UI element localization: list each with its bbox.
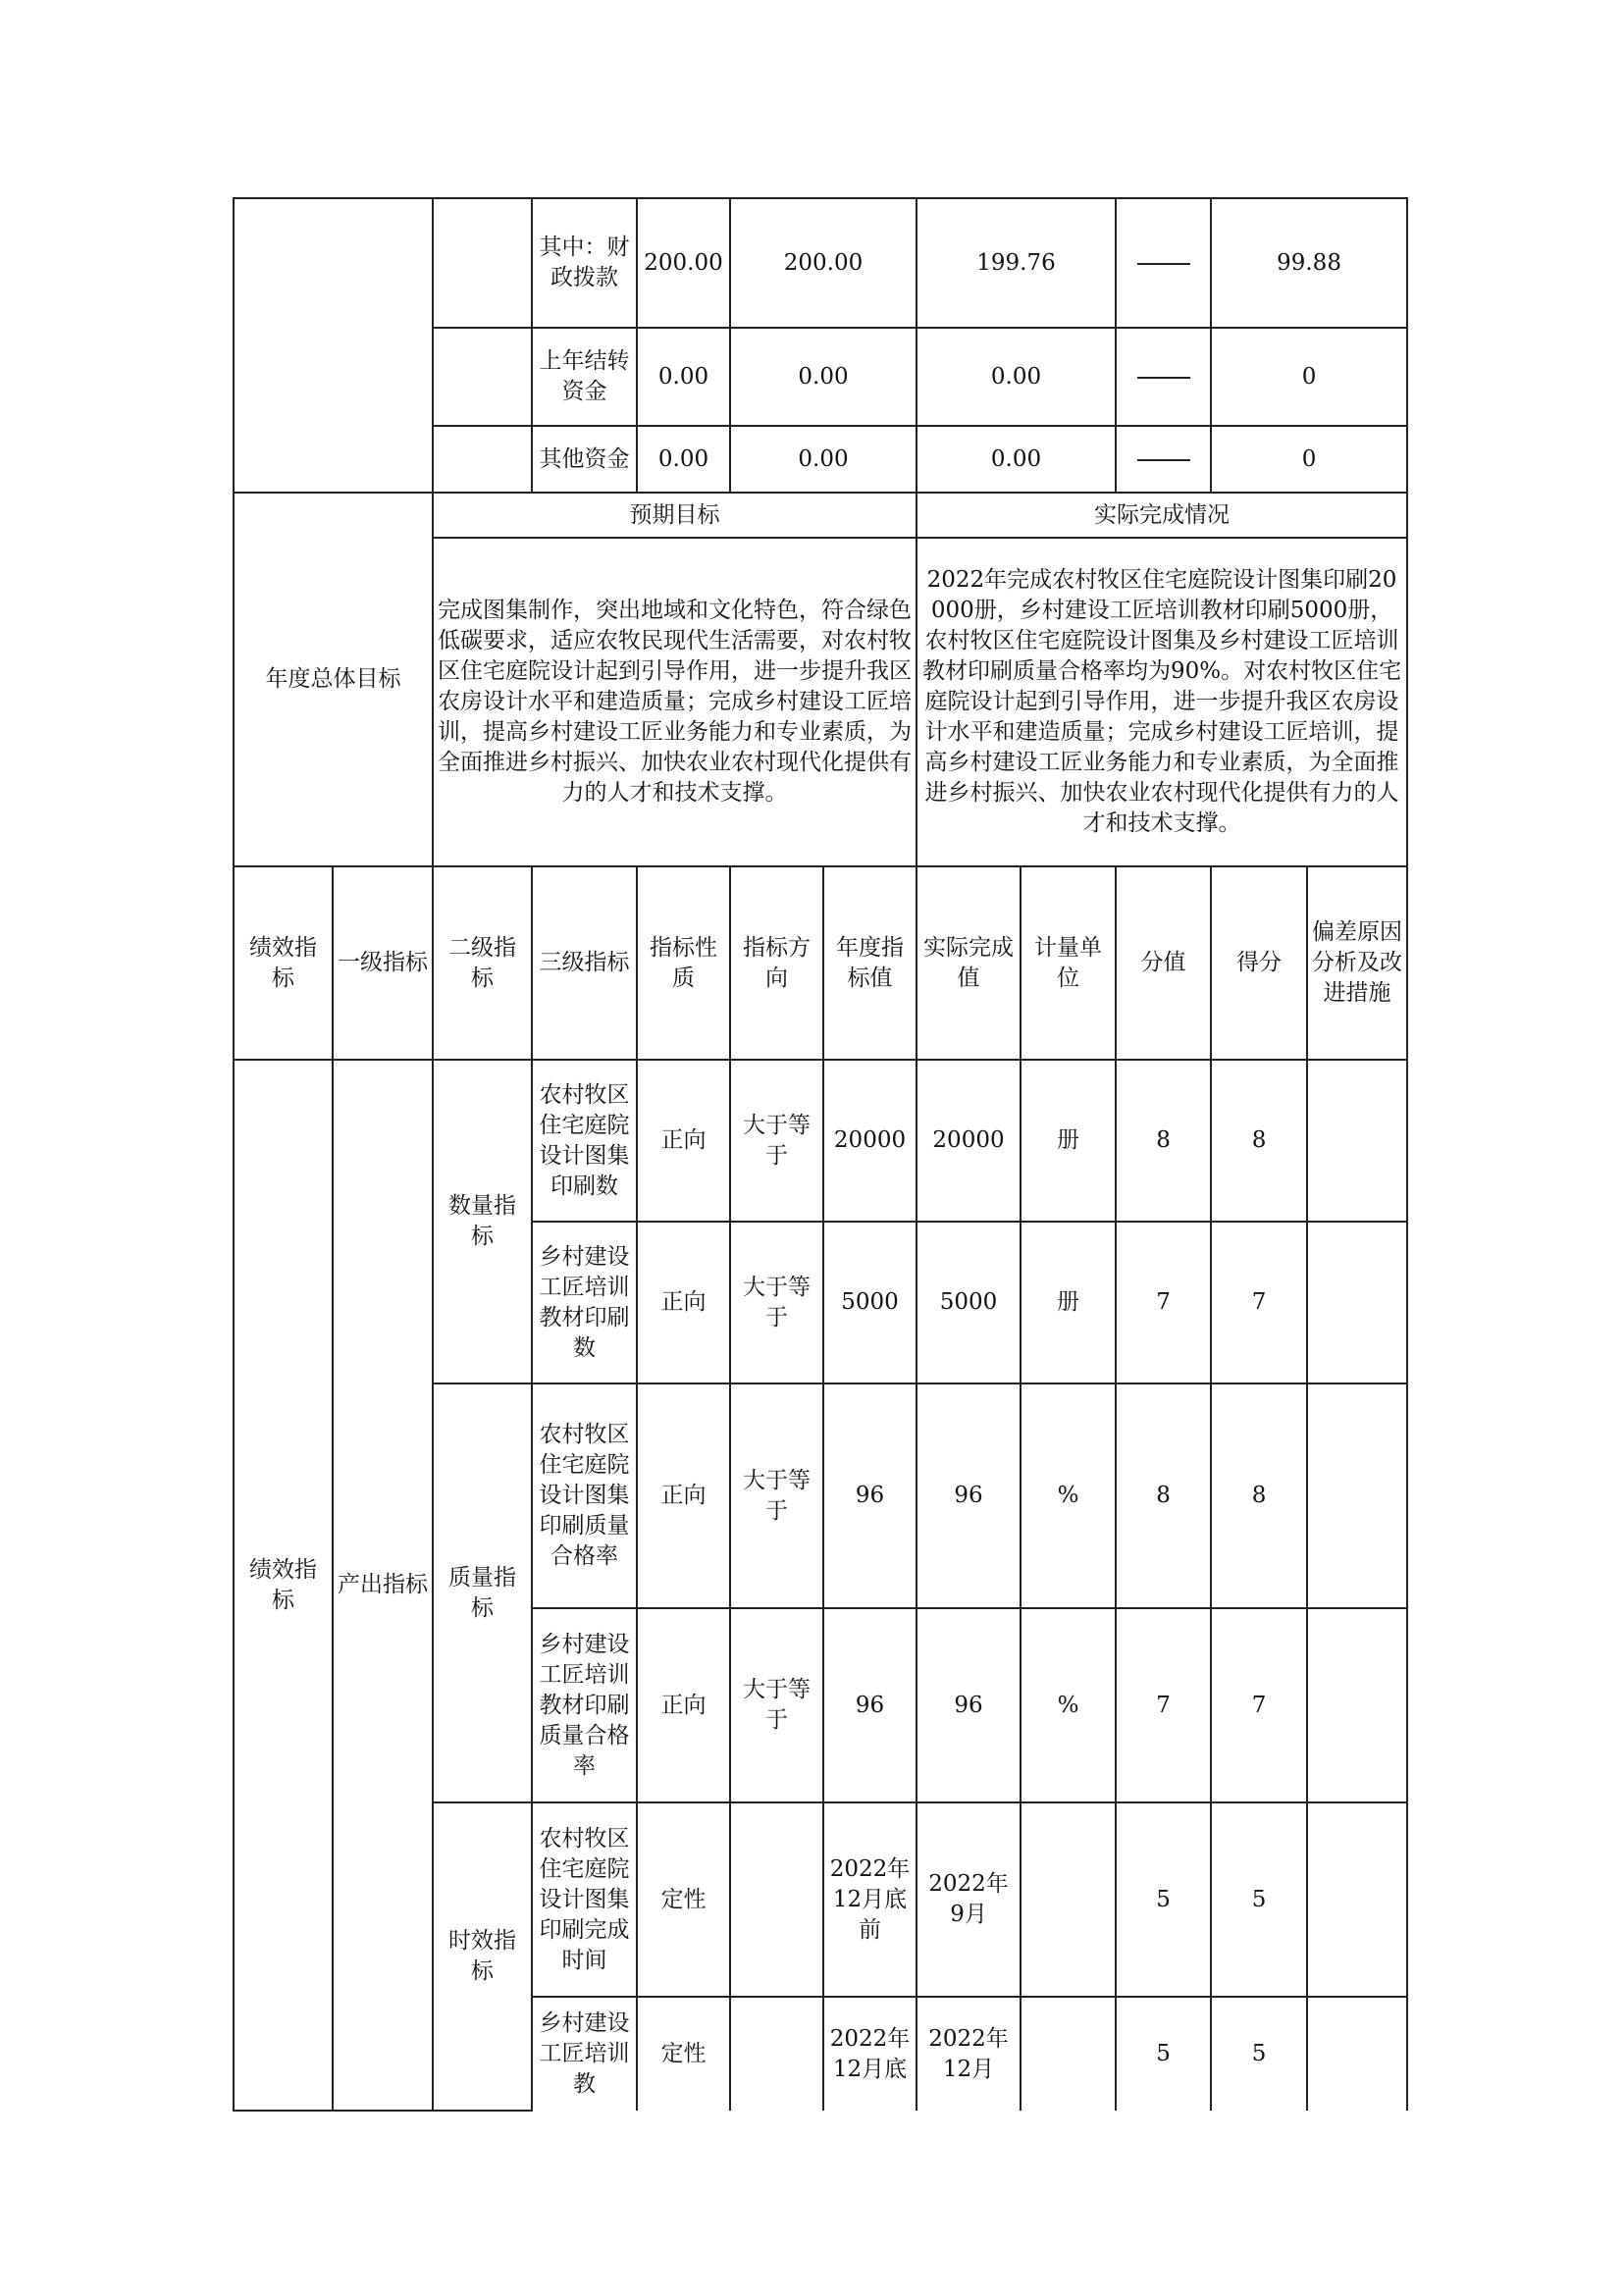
actual-completion-text: 2022年完成农村牧区住宅庭院设计图集印刷20000册，乡村建设工匠培训教材印刷5000册，农村牧区住宅庭院设计图集及乡村建设工匠培训教材印刷质量合格率均为90%。对农村牧区住宅庭院设计起到引导作用，进一步提升我区农房设计水平和建造质量；完成乡村建设工匠培训，提高乡村建设工匠业务能力和专业素质，为全面推进乡村振兴、加快农业农村现代化提供有力的人才和技术支撑。: [917, 538, 1407, 866]
indicator-direction: 大于等于: [730, 1060, 823, 1222]
indicator-unit: [1021, 1997, 1116, 2111]
indicator-got: 8: [1211, 1383, 1307, 1608]
indicator-name: 乡村建设工匠培训教: [532, 1997, 637, 2111]
indicator-got: 8: [1211, 1060, 1307, 1222]
indicator-unit: %: [1021, 1608, 1116, 1802]
header-direction: 指标方向: [730, 866, 823, 1060]
indicator-actual: 2022年12月: [917, 1997, 1021, 2111]
indicator-annual: 96: [823, 1608, 917, 1802]
header-score-value: 分值: [1116, 866, 1211, 1060]
dash-mark: [1137, 377, 1190, 379]
funding-value: [1116, 198, 1211, 328]
funding-spacer-cell: [433, 198, 532, 328]
funding-value: 0.00: [917, 328, 1116, 426]
indicator-nature: 定性: [637, 1997, 730, 2111]
indicator-deviation: [1307, 1222, 1407, 1383]
funding-value: 0.00: [730, 328, 917, 426]
indicator-score: 5: [1116, 1802, 1211, 1997]
performance-evaluation-table: [233, 197, 1408, 2112]
funding-value: 0.00: [637, 426, 730, 493]
funding-value: 0: [1211, 328, 1407, 426]
funding-spacer-cell: [433, 426, 532, 493]
indicator-unit: 册: [1021, 1222, 1116, 1383]
indicator-direction: 大于等于: [730, 1383, 823, 1608]
header-level3: 三级指标: [532, 866, 637, 1060]
indicator-actual: 5000: [917, 1222, 1021, 1383]
funding-value: 199.76: [917, 198, 1116, 328]
indicator-annual: 96: [823, 1383, 917, 1608]
indicator-nature: 正向: [637, 1060, 730, 1222]
indicator-direction: 大于等于: [730, 1608, 823, 1802]
indicator-annual: 20000: [823, 1060, 917, 1222]
indicator-direction: [730, 1802, 823, 1997]
indicator-name: 农村牧区住宅庭院设计图集印刷质量合格率: [532, 1383, 637, 1608]
indicator-unit: 册: [1021, 1060, 1116, 1222]
indicator-name: 乡村建设工匠培训教材印刷数: [532, 1222, 637, 1383]
indicator-score: 7: [1116, 1222, 1211, 1383]
perf-indicator-label: 绩效指标: [234, 1060, 333, 2111]
expected-goal-text: 完成图集制作，突出地域和文化特色，符合绿色低碳要求，适应农牧民现代生活需要，对农村牧区住宅庭院设计起到引导作用，进一步提升我区农房设计水平和建造质量；完成乡村建设工匠培训，提高乡村建设工匠业务能力和专业素质，为全面推进乡村振兴、加快农业农村现代化提供有力的人才和技术支撑。: [433, 538, 917, 866]
indicator-unit: %: [1021, 1383, 1116, 1608]
timeliness-indicator-label: 时效指标: [433, 1802, 532, 2111]
header-annual-value: 年度指标值: [823, 866, 917, 1060]
expected-goal-header: 预期目标: [433, 493, 917, 538]
indicator-deviation: [1307, 1997, 1407, 2111]
indicator-name: 农村牧区住宅庭院设计图集印刷数: [532, 1060, 637, 1222]
level1-output-label: 产出指标: [333, 1060, 433, 2111]
indicator-nature: 定性: [637, 1802, 730, 1997]
indicator-got: 7: [1211, 1608, 1307, 1802]
goal-header-row: [234, 493, 1407, 538]
funding-row-label: 上年结转资金: [532, 328, 637, 426]
header-perf-indicator: 绩效指标: [234, 866, 333, 1060]
indicator-nature: 正向: [637, 1383, 730, 1608]
indicator-direction: [730, 1997, 823, 2111]
actual-completion-header: 实际完成情况: [917, 493, 1407, 538]
indicator-got: 5: [1211, 1997, 1307, 2111]
header-level2: 二级指标: [433, 866, 532, 1060]
indicator-actual: 96: [917, 1383, 1021, 1608]
header-nature: 指标性质: [637, 866, 730, 1060]
indicator-score: 7: [1116, 1608, 1211, 1802]
funding-value: [1116, 426, 1211, 493]
header-level1: 一级指标: [333, 866, 433, 1060]
funding-label-cell: [234, 198, 433, 493]
indicator-annual: 2022年12月底: [823, 1997, 917, 2111]
indicator-score: 8: [1116, 1060, 1211, 1222]
indicator-name: 农村牧区住宅庭院设计图集印刷完成时间: [532, 1802, 637, 1997]
header-unit: 计量单位: [1021, 866, 1116, 1060]
funding-value: 99.88: [1211, 198, 1407, 328]
indicator-deviation: [1307, 1383, 1407, 1608]
header-score-got: 得分: [1211, 866, 1307, 1060]
indicator-deviation: [1307, 1802, 1407, 1997]
annual-goal-label: 年度总体目标: [234, 493, 433, 866]
indicator-unit: [1021, 1802, 1116, 1997]
funding-row-label: 其中：财政拨款: [532, 198, 637, 328]
funding-row-label: 其他资金: [532, 426, 637, 493]
indicator-direction: 大于等于: [730, 1222, 823, 1383]
indicator-row: [234, 1060, 1407, 1222]
indicator-score: 8: [1116, 1383, 1211, 1608]
funding-value: 200.00: [730, 198, 917, 328]
funding-spacer-cell: [433, 328, 532, 426]
indicator-actual: 2022年9月: [917, 1802, 1021, 1997]
funding-value: 200.00: [637, 198, 730, 328]
indicator-actual: 96: [917, 1608, 1021, 1802]
header-deviation: 偏差原因分析及改进措施: [1307, 866, 1407, 1060]
indicator-deviation: [1307, 1060, 1407, 1222]
indicator-annual: 2022年12月底前: [823, 1802, 917, 1997]
header-actual-value: 实际完成值: [917, 866, 1021, 1060]
funding-value: 0.00: [637, 328, 730, 426]
indicator-name: 乡村建设工匠培训教材印刷质量合格率: [532, 1608, 637, 1802]
indicator-got: 7: [1211, 1222, 1307, 1383]
funding-value: 0.00: [917, 426, 1116, 493]
indicator-actual: 20000: [917, 1060, 1021, 1222]
funding-value: 0: [1211, 426, 1407, 493]
funding-row: [234, 198, 1407, 328]
quality-indicator-label: 质量指标: [433, 1383, 532, 1802]
indicator-nature: 正向: [637, 1608, 730, 1802]
dash-mark: [1137, 263, 1190, 265]
indicator-header-row: [234, 866, 1407, 1060]
indicator-score: 5: [1116, 1997, 1211, 2111]
indicator-nature: 正向: [637, 1222, 730, 1383]
funding-value: [1116, 328, 1211, 426]
dash-mark: [1137, 459, 1190, 461]
indicator-deviation: [1307, 1608, 1407, 1802]
indicator-annual: 5000: [823, 1222, 917, 1383]
funding-value: 0.00: [730, 426, 917, 493]
quantity-indicator-label: 数量指标: [433, 1060, 532, 1383]
indicator-got: 5: [1211, 1802, 1307, 1997]
